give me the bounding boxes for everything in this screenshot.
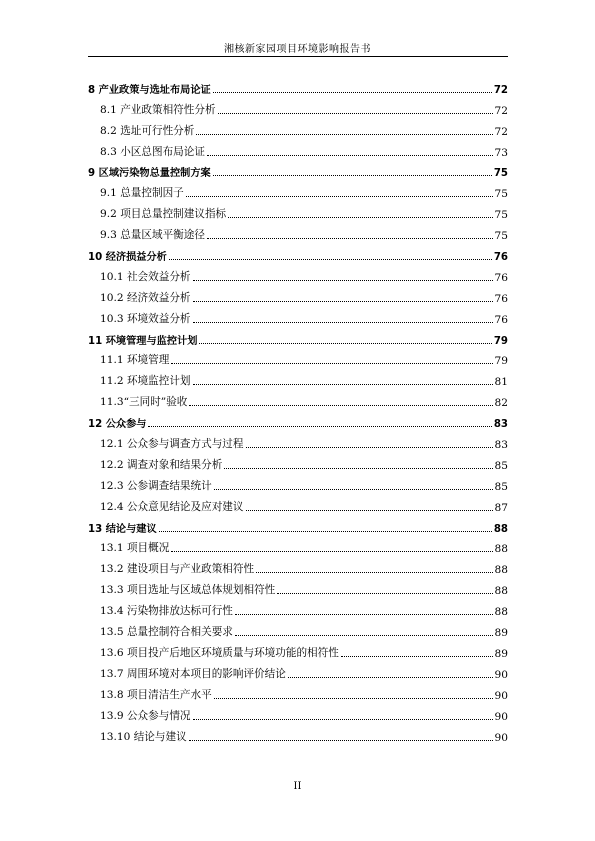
toc-entry-page-number: 89 <box>494 647 508 660</box>
toc-section-entry[interactable] <box>88 454 508 475</box>
toc-entry-page-number: 79 <box>494 355 508 368</box>
toc-entry-page-number: 83 <box>494 439 508 452</box>
toc-chapter-entry[interactable] <box>88 517 508 538</box>
toc-section-entry[interactable] <box>88 496 508 517</box>
toc-entry-title: 11.3“三同时”验收 <box>100 396 188 409</box>
toc-section-entry[interactable] <box>88 120 508 141</box>
toc-entry-title: 13.5 总量控制符合相关要求 <box>100 626 233 639</box>
dot-leader <box>199 343 491 344</box>
toc-entry-page-number: 83 <box>493 419 508 431</box>
toc-entry-title: 13 结论与建议 <box>88 523 157 535</box>
dot-leader <box>169 259 492 260</box>
toc-entry-page-number: 73 <box>494 146 508 159</box>
toc-section-entry[interactable] <box>88 621 508 642</box>
toc-chapter-entry[interactable] <box>88 329 508 350</box>
toc-section-entry[interactable] <box>88 538 508 559</box>
dot-leader <box>214 698 493 699</box>
toc-entry-title: 13.7 周围环境对本项目的影响评价结论 <box>100 667 286 680</box>
toc-entry-title: 13.4 污染物排放达标可行性 <box>100 605 233 618</box>
toc-chapter-entry[interactable] <box>88 78 508 99</box>
toc-entry-title: 13.10 结论与建议 <box>100 730 187 743</box>
toc-entry-title: 9.2 项目总量控制建议指标 <box>100 208 227 221</box>
toc-entry-title: 10.2 经济效益分析 <box>100 291 191 304</box>
toc-entry-page-number: 76 <box>494 292 508 305</box>
toc-section-entry[interactable] <box>88 224 508 245</box>
toc-entry-page-number: 75 <box>493 168 508 180</box>
toc-entry-title: 10 经济损益分析 <box>88 252 167 264</box>
header-rule <box>88 56 508 57</box>
dot-leader <box>246 510 493 511</box>
dot-leader <box>189 740 493 741</box>
toc-section-entry[interactable] <box>88 287 508 308</box>
toc-entry-page-number: 85 <box>494 480 508 493</box>
toc-entry-title: 12.2 调查对象和结果分析 <box>100 458 223 471</box>
toc-section-entry[interactable] <box>88 433 508 454</box>
toc-section-entry[interactable] <box>88 579 508 600</box>
dot-leader <box>214 489 493 490</box>
toc-section-entry[interactable] <box>88 370 508 391</box>
toc-entry-title: 10.3 环境效益分析 <box>100 312 191 325</box>
toc-entry-page-number: 72 <box>493 84 508 96</box>
dot-leader <box>213 175 492 176</box>
toc-section-entry[interactable] <box>88 600 508 621</box>
toc-entry-page-number: 76 <box>493 252 508 264</box>
dot-leader <box>256 572 492 573</box>
toc-entry-title: 8.2 选址可行性分析 <box>100 124 195 137</box>
toc-entry-page-number: 82 <box>494 397 508 410</box>
toc-section-entry[interactable] <box>88 350 508 371</box>
toc-entry-page-number: 75 <box>494 188 508 201</box>
running-header: 湘核新家园项目环境影响报告书 <box>224 44 371 55</box>
toc-entry-title: 8 产业政策与选址布局论证 <box>88 84 211 96</box>
toc-entry-title: 13.6 项目投产后地区环境质量与环境功能的相符性 <box>100 646 339 659</box>
dot-leader <box>171 551 492 552</box>
toc-entry-page-number: 88 <box>494 564 508 577</box>
toc-section-entry[interactable] <box>88 266 508 287</box>
toc-entry-page-number: 75 <box>494 209 508 222</box>
toc-entry-page-number: 89 <box>494 627 508 640</box>
toc-entry-page-number: 90 <box>494 668 508 681</box>
toc-entry-page-number: 81 <box>494 376 508 389</box>
toc-entry-title: 12.1 公众参与调查方式与过程 <box>100 438 244 451</box>
table-of-contents <box>88 78 508 747</box>
dot-leader <box>341 656 493 657</box>
toc-entry-title: 11 环境管理与监控计划 <box>88 335 198 347</box>
toc-entry-title: 11.1 环境管理 <box>100 354 170 367</box>
toc-section-entry[interactable] <box>88 99 508 120</box>
toc-entry-page-number: 90 <box>494 689 508 702</box>
toc-entry-title: 9 区域污染物总量控制方案 <box>88 168 211 180</box>
toc-entry-page-number: 79 <box>493 335 508 347</box>
toc-section-entry[interactable] <box>88 182 508 203</box>
page-number: II <box>293 781 302 792</box>
dot-leader <box>228 217 492 218</box>
dot-leader <box>235 614 493 615</box>
toc-entry-title: 12 公众参与 <box>88 419 147 431</box>
dot-leader <box>193 301 493 302</box>
dot-leader <box>213 92 492 93</box>
toc-entry-title: 13.8 项目清洁生产水平 <box>100 688 212 701</box>
toc-entry-page-number: 76 <box>494 271 508 284</box>
toc-entry-page-number: 87 <box>494 501 508 514</box>
dot-leader <box>186 196 493 197</box>
dot-leader <box>207 155 493 156</box>
toc-entry-page-number: 72 <box>494 125 508 138</box>
dot-leader <box>277 593 492 594</box>
toc-entry-page-number: 90 <box>494 731 508 744</box>
toc-section-entry[interactable] <box>88 684 508 705</box>
dot-leader <box>246 447 493 448</box>
toc-entry-page-number: 88 <box>494 606 508 619</box>
toc-chapter-entry[interactable] <box>88 245 508 266</box>
toc-entry-title: 12.4 公众意见结论及应对建议 <box>100 500 244 513</box>
dot-leader <box>218 113 493 114</box>
toc-entry-title: 8.1 产业政策相符性分析 <box>100 103 216 116</box>
toc-section-entry[interactable] <box>88 558 508 579</box>
toc-entry-page-number: 76 <box>494 313 508 326</box>
toc-entry-title: 13.9 公众参与情况 <box>100 709 191 722</box>
dot-leader <box>235 635 493 636</box>
dot-leader <box>159 531 492 532</box>
dot-leader <box>196 134 492 135</box>
toc-entry-title: 13.1 项目概况 <box>100 542 170 555</box>
dot-leader <box>224 468 492 469</box>
toc-section-entry[interactable] <box>88 726 508 747</box>
dot-leader <box>193 384 493 385</box>
toc-section-entry[interactable] <box>88 391 508 412</box>
toc-section-entry[interactable] <box>88 308 508 329</box>
dot-leader <box>207 238 493 239</box>
toc-entry-title: 12.3 公参调查结果统计 <box>100 479 212 492</box>
toc-entry-title: 9.1 总量控制因子 <box>100 187 184 200</box>
toc-chapter-entry[interactable] <box>88 162 508 183</box>
toc-section-entry[interactable] <box>88 663 508 684</box>
toc-entry-title: 11.2 环境监控计划 <box>100 375 191 388</box>
toc-section-entry[interactable] <box>88 642 508 663</box>
toc-chapter-entry[interactable] <box>88 412 508 433</box>
toc-section-entry[interactable] <box>88 141 508 162</box>
toc-section-entry[interactable] <box>88 475 508 496</box>
toc-entry-page-number: 88 <box>494 543 508 556</box>
toc-entry-page-number: 88 <box>493 523 508 535</box>
toc-entry-title: 10.1 社会效益分析 <box>100 270 191 283</box>
toc-entry-title: 8.3 小区总图布局论证 <box>100 145 205 158</box>
dot-leader <box>148 426 491 427</box>
dot-leader <box>288 677 493 678</box>
toc-entry-page-number: 85 <box>494 459 508 472</box>
toc-entry-title: 9.3 总量区域平衡途径 <box>100 229 205 242</box>
dot-leader <box>193 322 493 323</box>
toc-entry-page-number: 72 <box>494 104 508 117</box>
toc-entry-title: 13.3 项目选址与区域总体规划相符性 <box>100 584 276 597</box>
dot-leader <box>193 280 493 281</box>
toc-entry-page-number: 88 <box>494 585 508 598</box>
dot-leader <box>171 363 492 364</box>
dot-leader <box>193 719 493 720</box>
dot-leader <box>189 405 492 406</box>
toc-section-entry[interactable] <box>88 705 508 726</box>
toc-entry-title: 13.2 建设项目与产业政策相符性 <box>100 563 255 576</box>
toc-section-entry[interactable] <box>88 203 508 224</box>
toc-entry-page-number: 75 <box>494 230 508 243</box>
toc-entry-page-number: 90 <box>494 710 508 723</box>
